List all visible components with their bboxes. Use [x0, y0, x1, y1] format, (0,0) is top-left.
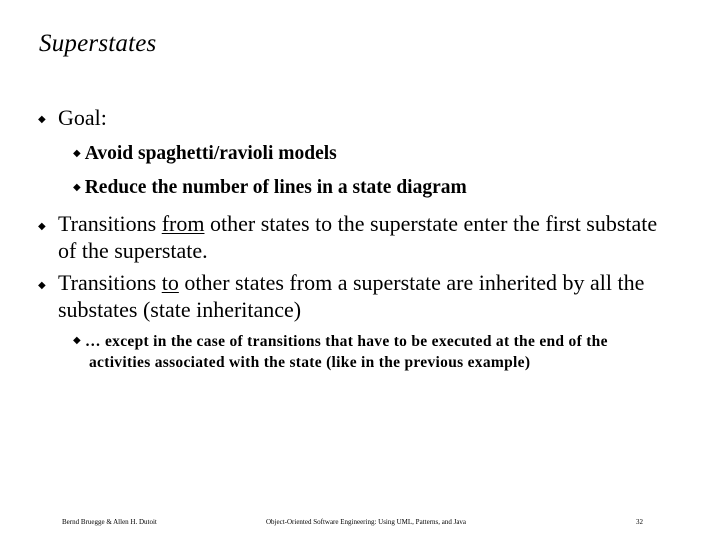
sub-bullet-icon: ◆ [73, 335, 81, 346]
bullet-diamond-icon: ◆ [38, 280, 46, 291]
sub-bullet-2: ◆ Reduce the number of lines in a state diagram [73, 177, 467, 198]
bullet-diamond-icon: ◆ [38, 221, 46, 232]
footer-book: Object-Oriented Software Engineering: Using UML, Patterns, and Java [266, 518, 467, 526]
sub-bullet-exception: ◆ … except in the case of transitions that have to be executed at the end of the activities associated with the state (like in the previous example) [73, 333, 608, 371]
sub-bullet-icon: ◆ [73, 148, 81, 159]
bullet-transitions-to: Transitions to other states from a superstate are inherited by all the substates (state inheritance) [58, 270, 645, 322]
bullet-diamond-icon: ◆ [38, 114, 46, 125]
sub-bullet-icon: ◆ [73, 182, 81, 193]
sub-bullet-1: ◆ Avoid spaghetti/ravioli models [73, 143, 337, 164]
bullet-transitions-from: Transitions from other states to the superstate enter the first substate of the superstate. [58, 211, 658, 263]
bullet-goal: Goal: [58, 105, 107, 130]
slide-title: Superstates [39, 30, 157, 57]
footer-page-number: 32 [636, 518, 643, 526]
footer-authors: Bernd Bruegge & Allen H. Dutoit [62, 518, 157, 526]
